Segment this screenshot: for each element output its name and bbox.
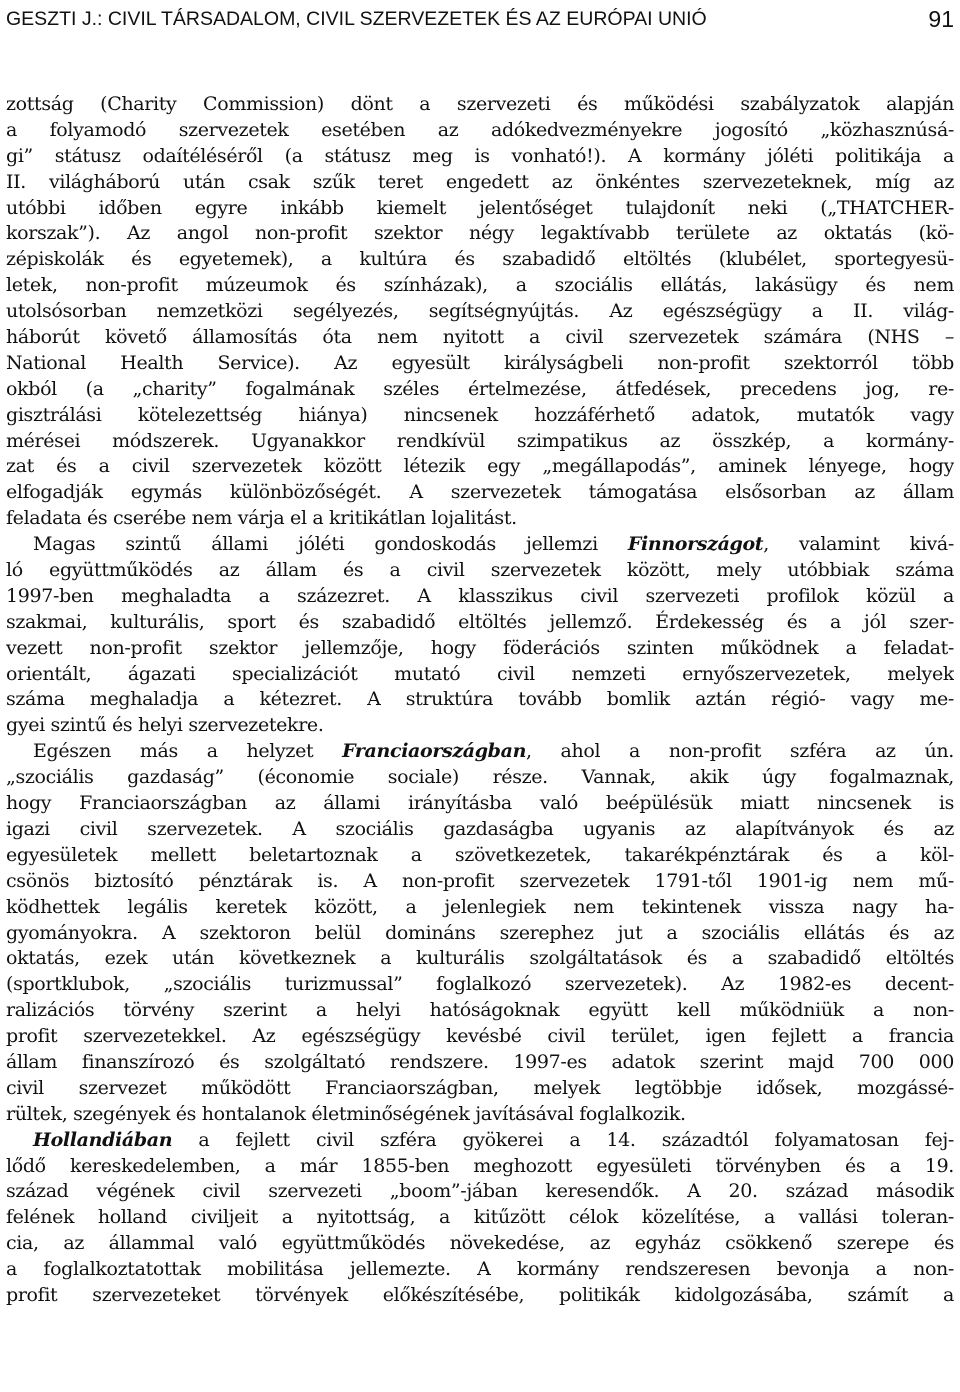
text-line: vezett non-profit szektor jellemzője, hogy föderációs szinten működnek a feladat-	[6, 636, 954, 659]
running-header-title: GESZTI J.: CIVIL TÁRSADALOM, CIVIL SZERVEZETEK ÉS AZ EURÓPAI UNIÓ	[6, 8, 707, 30]
text-line: utóbbi időben egyre inkább kiemelt jelentőséget tulajdonít neki („THATCHER-	[6, 196, 954, 219]
person-name: THATCHER	[836, 196, 948, 219]
text-line: orientált, ágazati specializációt mutató civil nemzeti ernyőszervezetek, melyek	[6, 662, 954, 685]
text-line: egyesületek mellett beletartoznak a szövetkezetek, takarékpénztárak és a köl-	[6, 843, 954, 866]
text-line: oktatás, ezek után következnek a kulturális szolgáltatások és a szabadidő eltöltés	[6, 947, 954, 970]
text-line: a foglalkoztatottak mobilitása jellemezte. A kormány rendszeresen bevonja a non-	[6, 1258, 954, 1281]
text-line: a folyamodó szervezetek esetében az adókedvezményekre jogosító „közhasznúsá-	[6, 118, 954, 141]
text-line: rültek, szegények és hontalanok életminőségének javításával foglalkozik.	[6, 1102, 686, 1125]
text-line: ralizációs törvény szerint a helyi hatóságoknak együtt kell működniük a non-	[6, 999, 954, 1022]
text-line: ködhettek legális keretek között, a jelenlegiek nem tekintenek vissza nagy ha-	[6, 895, 954, 918]
text-line: igazi civil szervezetek. A szociális gazdaságba ugyanis az alapítványok és az	[6, 817, 954, 840]
text-line: letek, non-profit múzeumok és színházak), a szociális ellátás, lakásügy és nem	[6, 274, 954, 297]
text-line: zat és a civil szervezetek között létezik egy „megállapodás”, aminek lényege, hogy	[6, 455, 954, 478]
text-line: elfogadják egymás különbözőségét. A szervezetek támogatása elsősorban az állam	[6, 481, 954, 504]
text-line: II. világháború után csak szűk teret engedett az önkéntes szervezeteknek, míg az	[6, 170, 954, 193]
text-line: gyományokra. A szektoron belül domináns szerephez jut a szociális ellátás és az	[6, 921, 954, 944]
country-name: Finnországot	[627, 533, 764, 556]
text-line: civil szervezet működött Franciaországban, melyek legtöbbje idősek, mozgássé-	[6, 1076, 954, 1099]
text-line: Egészen más a helyzet Franciaországban, ahol a non-profit szféra az ún.	[33, 740, 954, 763]
text-line: száma meghaladja a kétezret. A struktúra tovább bomlik aztán régió- vagy me-	[6, 688, 954, 711]
text-line: zépiskolák és egyetemek), a kultúra és szabadidő eltöltés (klubélet, sportegyesü-	[6, 248, 954, 271]
running-header	[6, 6, 954, 32]
text-line: felének holland civiljeit a nyitottság, a kitűzött célok közelítése, a vallási toleran-	[6, 1206, 954, 1229]
text-line: lődő kereskedelemben, a már 1855-ben meghozott egyesületi törvényben és a 19.	[6, 1154, 954, 1177]
text-line: zottság (Charity Commission) dönt a szervezeti és működési szabályzatok alapján	[6, 93, 954, 115]
text-line: Hollandiában a fejlett civil szféra gyökerei a 14. századtól folyamatosan fej-	[33, 1128, 954, 1151]
text-line: profit szervezeteket törvények előkészítésébe, politikák kidolgozásába, számít a	[6, 1283, 954, 1306]
text-line: gi” státusz odaítéléséről (a státusz meg is vonható!). A kormány jóléti politikája a	[6, 144, 954, 167]
text-line: állam finanszírozó és szolgáltató rendszere. 1997-es adatok szerint majd 700 000	[6, 1050, 954, 1073]
document-page	[6, 0, 954, 1392]
country-name: Hollandiában	[33, 1128, 173, 1151]
text-line: (sportklubok, „szociális turizmussal” foglalkozó szervezetek). Az 1982-es decent-	[6, 973, 954, 996]
country-name: Franciaországban	[342, 740, 527, 763]
text-line: mérései módszerek. Ugyanakkor rendkívül szimpatikus az összkép, a kormány-	[6, 429, 954, 452]
text-line: cia, az állammal való együttműködés növekedése, az egyház csökkenő szerepe és	[6, 1232, 954, 1255]
text-line: 1997-ben meghaladta a százezret. A klasszikus civil szervezeti profilok közül a	[6, 584, 954, 607]
text-line: okból (a „charity” fogalmának széles értelmezése, átfedések, precedens jog, re-	[6, 377, 954, 400]
text-line: Magas szintű állami jóléti gondoskodás jellemzi Finnországot, valamint kivá-	[33, 533, 954, 556]
text-line: szakmai, kulturális, sport és szabadidő eltöltés jellemző. Érdekesség és a jól szer-	[6, 610, 954, 633]
text-line: feladata és cserébe nem várja el a kritikátlan lojalitást.	[6, 507, 517, 530]
page-number: 91	[928, 6, 954, 32]
text-line: gisztrálási kötelezettség hiánya) nincsenek hozzáférhető adatok, mutatók vagy	[6, 403, 954, 426]
text-line: „szociális gazdaság” (économie sociale) része. Vannak, akik úgy fogalmaznak,	[6, 766, 954, 789]
text-line: korszak”). Az angol non-profit szektor négy legaktívabb területe az oktatás (kö-	[6, 222, 954, 245]
text-line: National Health Service). Az egyesült királyságbeli non-profit szektorról több	[6, 351, 954, 374]
text-line: hogy Franciaországban az állami irányításba való beépülésük miatt nincsenek is	[6, 792, 954, 815]
text-line: háborút követő államosítás óta nem nyitott a civil szervezetek számára (NHS –	[6, 326, 954, 349]
text-line: gyei szintű és helyi szervezetekre.	[6, 714, 324, 737]
text-line: csönös biztosító pénztárak is. A non-profit szervezetek 1791-től 1901-ig nem mű-	[6, 869, 954, 892]
text-line: század végének civil szervezeti „boom”-jában keresendők. A 20. század második	[6, 1180, 954, 1203]
text-line: profit szervezetekkel. Az egészségügy kevésbé civil terület, igen fejlett a francia	[6, 1025, 954, 1048]
text-line: utolsósorban nemzetközi segélyezés, segítségnyújtás. Az egészségügy a II. világ-	[6, 300, 954, 323]
text-line: ló együttműködés az állam és a civil szervezetek között, mely utóbbiak száma	[6, 559, 954, 582]
body-text	[6, 92, 954, 1309]
